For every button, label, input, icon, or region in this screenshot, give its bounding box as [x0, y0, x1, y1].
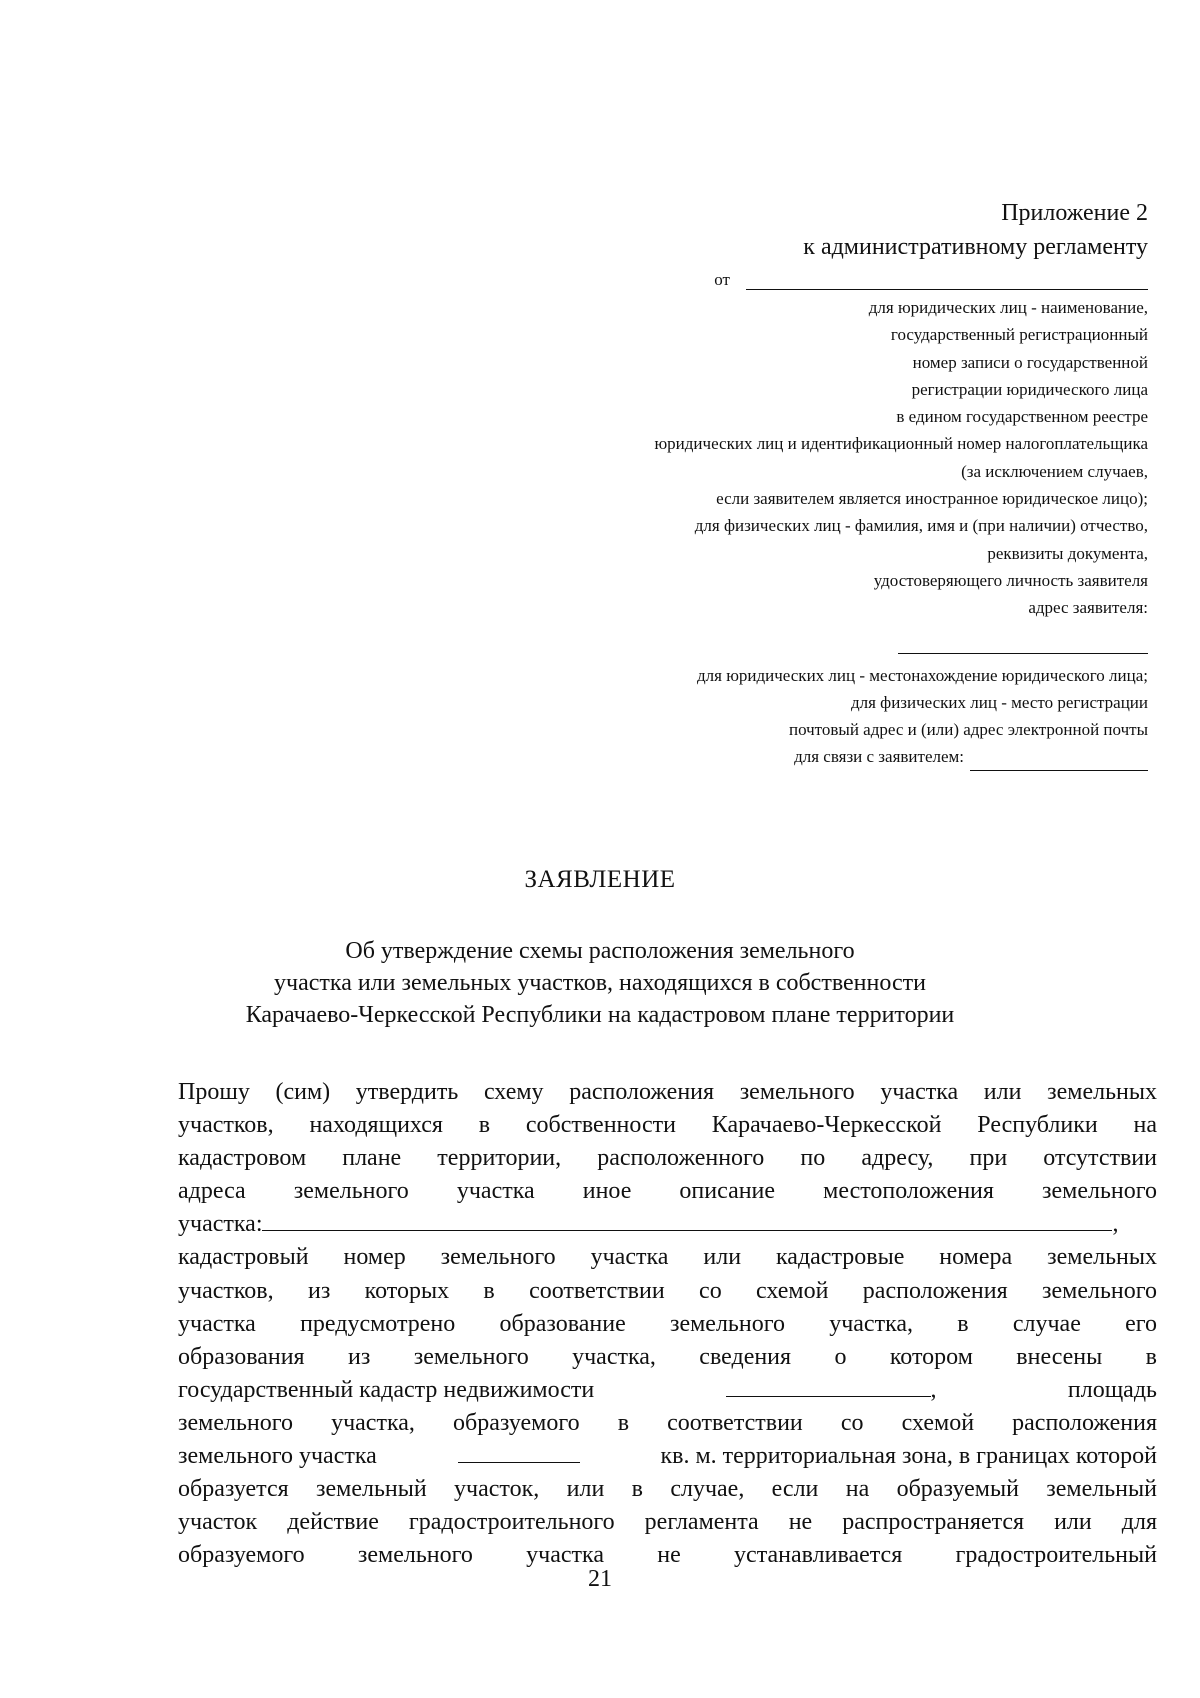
applicant-address-label: адрес заявителя:	[1028, 598, 1148, 618]
address-line: для физических лиц - место регистрации	[850, 692, 1148, 712]
appendix-reference: к административному регламенту	[803, 234, 1148, 260]
body-line: образования из земельного участка, сведения о котором внесены в	[178, 1343, 1157, 1370]
from-line	[448, 264, 1148, 290]
applicant-header-block	[448, 196, 1148, 771]
contact-row	[448, 743, 1148, 770]
contact-blank-field[interactable]	[970, 752, 1148, 771]
body-line: земельного участка, образуемого в соответствии со схемой расположения	[178, 1409, 1157, 1436]
location-label: участка:	[178, 1211, 263, 1238]
location-blank-field[interactable]	[262, 1208, 1112, 1231]
from-label: от	[714, 270, 730, 289]
applicant-line: номер записи о государственной	[912, 352, 1148, 372]
body-line: участка предусмотрено образование земельного участка, в случае его	[178, 1310, 1157, 1337]
area-blank-field[interactable]	[458, 1440, 580, 1463]
applicant-line: регистрации юридического лица	[911, 379, 1148, 399]
body-line: участок действие градостроительного регламента не распространяется или для	[178, 1509, 1157, 1536]
appendix-number: Приложение 2	[1001, 200, 1148, 226]
body-line: адреса земельного участка иное описание местоположения земельного	[178, 1178, 1157, 1205]
document-title: ЗАЯВЛЕНИЕ	[524, 866, 676, 893]
area-units-text: кв. м. территориальная зона, в границах которой	[660, 1443, 1157, 1470]
applicant-line: государственный регистрационный	[890, 325, 1148, 345]
body-line-cadastre	[178, 1374, 1157, 1407]
cadastre-comma: ,	[930, 1376, 937, 1403]
body-line: кадастровом плане территории, расположенного по адресу, при отсутствии	[178, 1145, 1157, 1172]
subtitle-line: Карачаево-Черкесской Республики на кадастровом плане территории	[245, 1002, 955, 1028]
body-line: кадастровый номер земельного участка или кадастровые номера земельных	[178, 1244, 1157, 1271]
from-blank-field[interactable]	[746, 271, 1148, 290]
page-number: 21	[588, 1566, 612, 1592]
body-line: Прошу (сим) утвердить схему расположения земельного участка или земельных	[178, 1079, 1157, 1105]
location-comma: ,	[1112, 1211, 1119, 1238]
body-line-area	[178, 1440, 1157, 1473]
applicant-line: для физических лиц - фамилия, имя и (при наличии) отчество,	[694, 516, 1148, 536]
document-subtitle	[0, 935, 1200, 1031]
applicant-line: (за исключением случаев,	[961, 461, 1148, 481]
body-line: образуемого земельного участка не устанавливается градостроительный	[178, 1542, 1157, 1569]
subtitle-line: участка или земельных участков, находящихся в собственности	[274, 970, 926, 996]
address-line: почтовый адрес и (или) адрес электронной почты	[788, 720, 1148, 740]
address-blank-field[interactable]	[898, 652, 1148, 654]
body-line: образуется земельный участок, или в случае, если на образуемый земельный	[178, 1476, 1157, 1503]
applicant-line: в едином государственном реестре	[896, 407, 1148, 427]
cadastre-label: государственный кадастр недвижимости	[178, 1376, 595, 1403]
area-parcel-label: земельного участка	[178, 1443, 377, 1470]
body-line-location	[178, 1208, 1157, 1241]
body-line: участков, находящихся в собственности Карачаево-Черкесской Республики на	[178, 1112, 1157, 1139]
applicant-line: юридических лиц и идентификационный номер налогоплательщика	[654, 434, 1148, 454]
address-blank-row	[448, 622, 1148, 662]
applicant-instructions	[448, 294, 1148, 771]
address-line: для юридических лиц - местонахождение юридического лица;	[697, 665, 1148, 685]
applicant-line: для юридических лиц - наименование,	[868, 298, 1148, 317]
applicant-line: если заявителем является иностранное юридическое лицо);	[716, 489, 1148, 509]
area-label: площадь	[1067, 1376, 1157, 1403]
applicant-line: удостоверяющего личность заявителя	[873, 570, 1148, 590]
body-line: участков, из которых в соответствии со схемой расположения земельного	[178, 1277, 1157, 1304]
application-body	[178, 1076, 1157, 1572]
applicant-line: реквизиты документа,	[987, 543, 1148, 563]
contact-label: для связи с заявителем:	[794, 747, 964, 767]
subtitle-line: Об утверждение схемы расположения земельного	[345, 938, 855, 964]
cadastre-field-group	[726, 1374, 937, 1407]
cadastre-blank-field[interactable]	[726, 1374, 931, 1397]
